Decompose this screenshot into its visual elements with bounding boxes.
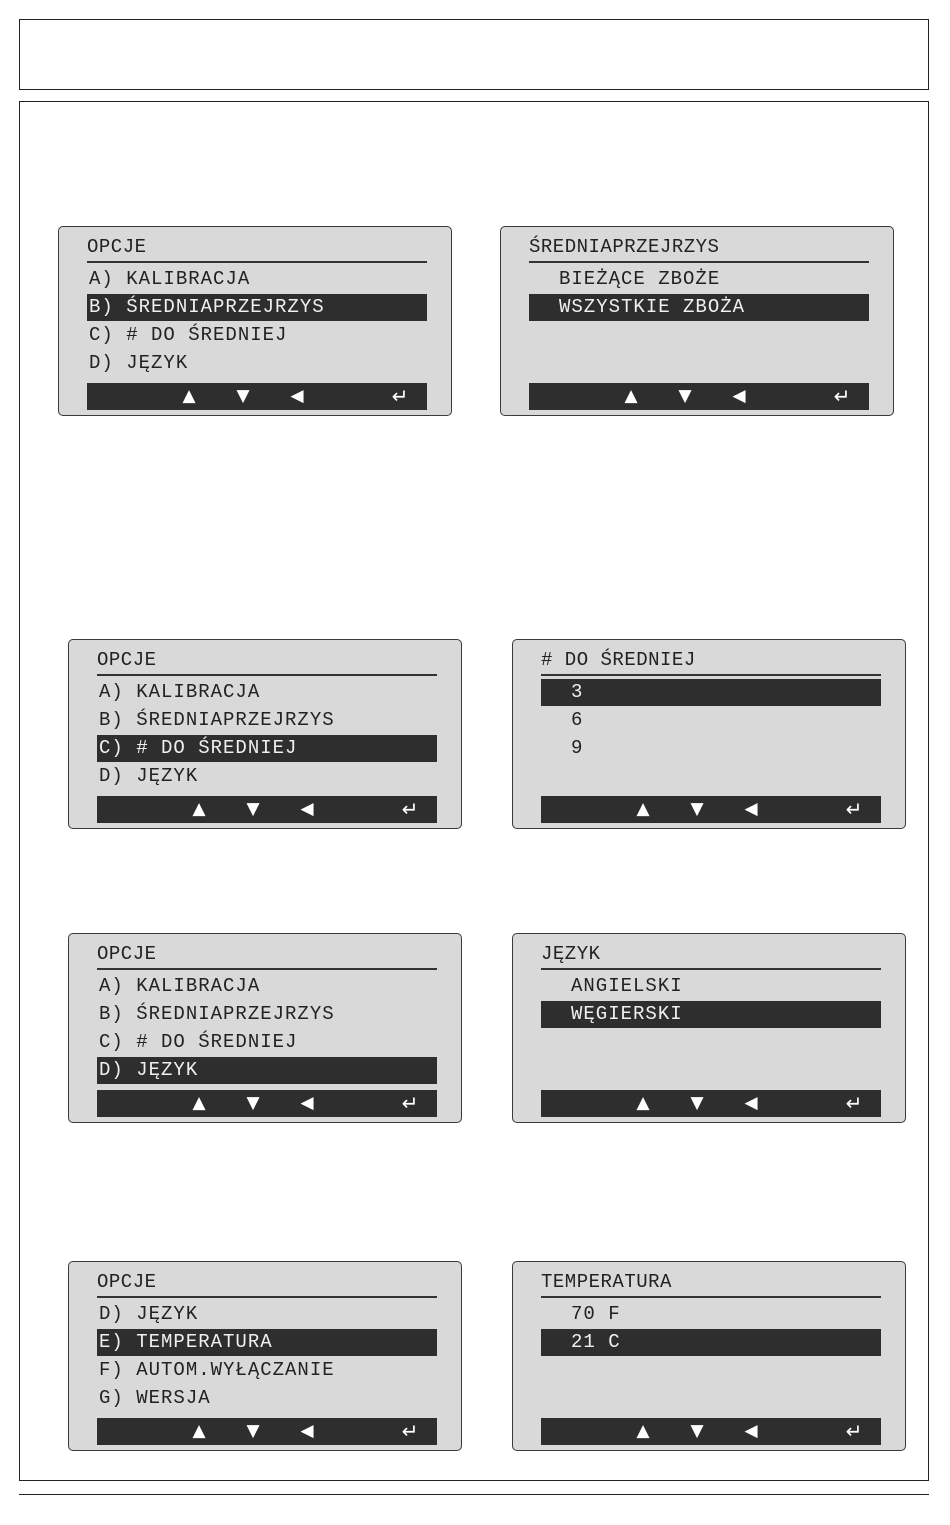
menu-item[interactable]: 6: [571, 709, 584, 731]
enter-icon[interactable]: ↵: [401, 797, 419, 821]
menu-item[interactable]: 70 F: [571, 1303, 621, 1325]
menu-item[interactable]: F) AUTOM.WYŁĄCZANIE: [99, 1359, 335, 1381]
lcd-screen-average-count: [512, 639, 906, 829]
down-arrow-icon[interactable]: ▼: [678, 386, 692, 406]
lcd-screen-options-2: [68, 639, 462, 829]
menu-item[interactable]: B) ŚREDNIAPRZEJRZYS: [99, 709, 335, 731]
up-arrow-icon[interactable]: ▲: [192, 1093, 206, 1113]
lcd-screen-options-1: [58, 226, 452, 416]
lcd-screen-average-review: [500, 226, 894, 416]
menu-item[interactable]: C) # DO ŚREDNIEJ: [89, 324, 288, 346]
nav-bar: [87, 383, 427, 410]
nav-bar: [97, 1090, 437, 1117]
down-arrow-icon[interactable]: ▼: [246, 799, 260, 819]
screen-title: OPCJE: [87, 233, 427, 263]
nav-bar: [541, 1418, 881, 1445]
lcd-screen-language: [512, 933, 906, 1123]
menu-item[interactable]: BIEŻĄCE ZBOŻE: [559, 268, 721, 290]
up-arrow-icon[interactable]: ▲: [182, 386, 196, 406]
lcd-screen-options-4: [68, 1261, 462, 1451]
enter-icon[interactable]: ↵: [845, 797, 863, 821]
footer-divider: [19, 1494, 929, 1495]
menu-item-selected[interactable]: 3: [541, 679, 881, 706]
enter-icon[interactable]: ↵: [845, 1419, 863, 1443]
left-arrow-icon[interactable]: ◀: [732, 386, 746, 406]
menu-item-selected[interactable]: B) ŚREDNIAPRZEJRZYS: [87, 294, 427, 321]
nav-bar: [529, 383, 869, 410]
enter-icon[interactable]: ↵: [401, 1419, 419, 1443]
left-arrow-icon[interactable]: ◀: [300, 799, 314, 819]
down-arrow-icon[interactable]: ▼: [690, 1421, 704, 1441]
nav-bar: [97, 1418, 437, 1445]
menu-item[interactable]: A) KALIBRACJA: [99, 975, 261, 997]
left-arrow-icon[interactable]: ◀: [744, 1093, 758, 1113]
screen-title: OPCJE: [97, 1268, 437, 1298]
left-arrow-icon[interactable]: ◀: [744, 799, 758, 819]
nav-bar: [541, 1090, 881, 1117]
menu-item[interactable]: 9: [571, 737, 584, 759]
down-arrow-icon[interactable]: ▼: [246, 1421, 260, 1441]
menu-item-selected[interactable]: WSZYSTKIE ZBOŻA: [529, 294, 869, 321]
nav-bar: [97, 796, 437, 823]
menu-item[interactable]: D) JĘZYK: [99, 765, 199, 787]
down-arrow-icon[interactable]: ▼: [690, 799, 704, 819]
menu-item[interactable]: G) WERSJA: [99, 1387, 211, 1409]
menu-item[interactable]: C) # DO ŚREDNIEJ: [99, 1031, 298, 1053]
nav-bar: [541, 796, 881, 823]
down-arrow-icon[interactable]: ▼: [236, 386, 250, 406]
up-arrow-icon[interactable]: ▲: [192, 1421, 206, 1441]
enter-icon[interactable]: ↵: [391, 384, 409, 408]
left-arrow-icon[interactable]: ◀: [290, 386, 304, 406]
lcd-screen-temperature: [512, 1261, 906, 1451]
screen-title: OPCJE: [97, 940, 437, 970]
menu-item-selected[interactable]: 21 C: [541, 1329, 881, 1356]
lcd-screen-options-3: [68, 933, 462, 1123]
left-arrow-icon[interactable]: ◀: [300, 1093, 314, 1113]
up-arrow-icon[interactable]: ▲: [624, 386, 638, 406]
enter-icon[interactable]: ↵: [845, 1091, 863, 1115]
menu-item-selected[interactable]: C) # DO ŚREDNIEJ: [97, 735, 437, 762]
left-arrow-icon[interactable]: ◀: [744, 1421, 758, 1441]
menu-item[interactable]: D) JĘZYK: [89, 352, 189, 374]
menu-item-selected[interactable]: WĘGIERSKI: [541, 1001, 881, 1028]
down-arrow-icon[interactable]: ▼: [690, 1093, 704, 1113]
menu-item-selected[interactable]: E) TEMPERATURA: [97, 1329, 437, 1356]
up-arrow-icon[interactable]: ▲: [192, 799, 206, 819]
header-frame: [19, 19, 929, 90]
down-arrow-icon[interactable]: ▼: [246, 1093, 260, 1113]
menu-item[interactable]: ANGIELSKI: [571, 975, 683, 997]
screen-title: ŚREDNIAPRZEJRZYS: [529, 233, 869, 263]
enter-icon[interactable]: ↵: [401, 1091, 419, 1115]
menu-item[interactable]: B) ŚREDNIAPRZEJRZYS: [99, 1003, 335, 1025]
left-arrow-icon[interactable]: ◀: [300, 1421, 314, 1441]
up-arrow-icon[interactable]: ▲: [636, 1093, 650, 1113]
up-arrow-icon[interactable]: ▲: [636, 799, 650, 819]
screen-title: TEMPERATURA: [541, 1268, 881, 1298]
menu-item[interactable]: D) JĘZYK: [99, 1303, 199, 1325]
screen-title: JĘZYK: [541, 940, 881, 970]
enter-icon[interactable]: ↵: [833, 384, 851, 408]
up-arrow-icon[interactable]: ▲: [636, 1421, 650, 1441]
screen-title: # DO ŚREDNIEJ: [541, 646, 881, 676]
menu-item-selected[interactable]: D) JĘZYK: [97, 1057, 437, 1084]
menu-item[interactable]: A) KALIBRACJA: [99, 681, 261, 703]
menu-item[interactable]: A) KALIBRACJA: [89, 268, 251, 290]
screen-title: OPCJE: [97, 646, 437, 676]
